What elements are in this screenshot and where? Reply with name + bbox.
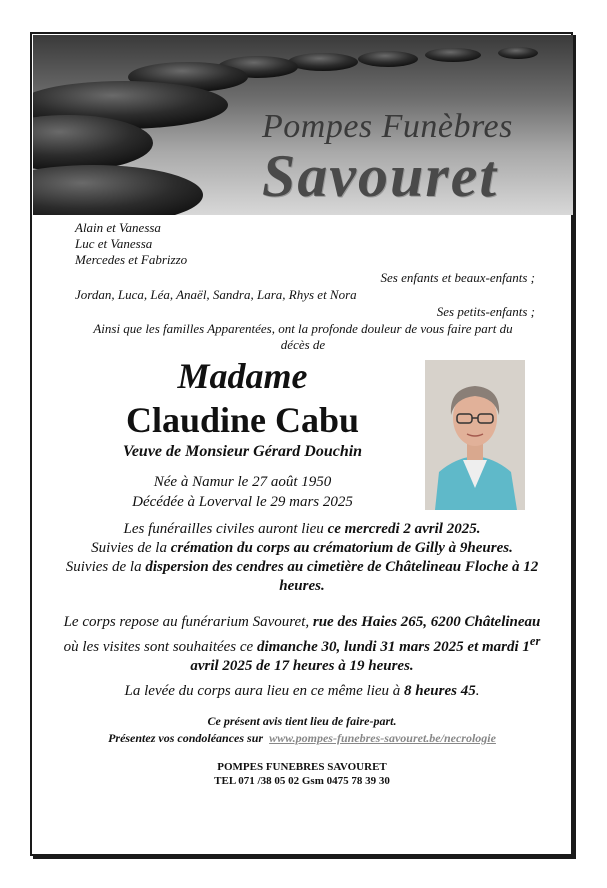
funeral-details <box>62 520 542 596</box>
deceased-name: Claudine Cabu <box>125 400 360 440</box>
dispersion-details: dispersion des cendres au cimetière de Châtelineau Floche à 12 heures. <box>145 559 539 594</box>
viewing-text-c: où les visites sont souhaitées ce <box>63 639 257 655</box>
notice-line-1: Ce présent avis tient lieu de faire-part. <box>207 714 397 728</box>
departure-text: La levée du corps aura lieu en ce même lieu à <box>124 683 405 699</box>
departure-time: 8 heures 45 <box>404 683 476 699</box>
departure-details <box>62 682 542 701</box>
condolences-link[interactable]: www.pompes-funebres-savouret.be/necrologie <box>269 731 496 745</box>
closing-line-2: décès de <box>280 337 326 352</box>
funeral-text-a: Les funérailles civiles auront lieu <box>123 521 328 537</box>
children-label: Ses enfants et beaux-enfants ; <box>380 270 535 285</box>
viewing-text-a: Le corps repose au funérarium Savouret, <box>63 614 313 630</box>
condolences-notice <box>62 713 542 747</box>
funeral-text-e: Suivies de la <box>65 559 146 575</box>
closing-line-1: Ainsi que les familles Apparentées, ont la profonde douleur de vous faire part du <box>93 321 513 336</box>
viewing-details <box>62 613 542 676</box>
viewing-dates: dimanche 30, lundi 31 mars 2025 et mardi 1 <box>256 639 530 655</box>
viewing-sup: er <box>529 634 541 648</box>
viewing-hours: avril 2025 de 17 heures à 19 heures. <box>190 658 414 674</box>
family-children-1: Alain et Vanessa <box>75 220 161 235</box>
grandchildren-names: Jordan, Luca, Léa, Anaël, Sandra, Lara, Rhys et Nora <box>75 287 357 302</box>
brand-line-1: Pompes Funèbres <box>262 108 513 145</box>
grandchildren-label: Ses petits-enfants ; <box>436 304 535 319</box>
widow-of: Veuve de Monsieur Gérard Douchin <box>122 443 363 460</box>
life-dates <box>70 472 415 512</box>
portrait-illustration <box>425 360 525 510</box>
birth-line: Née à Namur le 27 août 1950 <box>153 474 332 490</box>
family-children-2: Luc et Vanessa <box>75 236 153 251</box>
death-line: Décédée à Loverval le 29 mars 2025 <box>132 494 353 510</box>
header-banner <box>33 35 573 215</box>
funeral-date: ce mercredi 2 avril 2025. <box>327 521 481 537</box>
footer-phone: TEL 071 /38 05 02 Gsm 0475 78 39 30 <box>214 775 390 787</box>
deceased-title: Madame <box>177 356 308 396</box>
departure-period: . <box>475 683 480 699</box>
notice-line-2: Présentez vos condoléances sur <box>108 731 264 745</box>
cremation-details: crémation du corps au crématorium de Gilly à 9heures. <box>170 540 513 556</box>
footer-contact <box>62 760 542 788</box>
family-children-3: Mercedes et Fabrizzo <box>75 252 188 267</box>
funeral-text-c: Suivies de la <box>91 540 171 556</box>
footer-company: POMPES FUNEBRES SAVOURET <box>217 761 387 773</box>
viewing-address: rue des Haies 265, 6200 Châtelineau <box>312 614 541 630</box>
brand-line-2: Savouret <box>262 143 499 209</box>
portrait-photo <box>425 360 525 510</box>
